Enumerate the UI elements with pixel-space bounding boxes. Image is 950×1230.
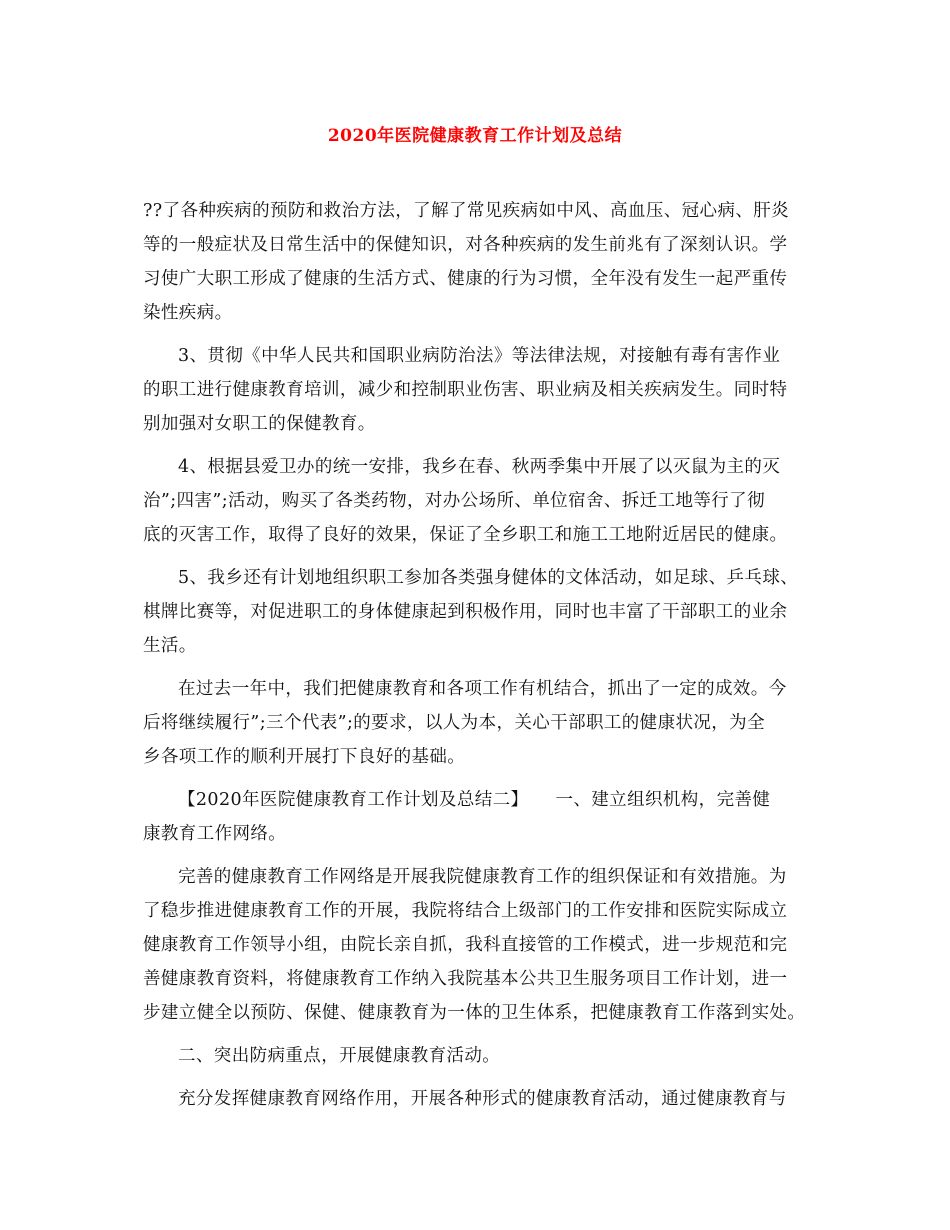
text-line: 3、贯彻《中华人民共和国职业病防治法》等法律法规，对接触有毒有害作业 xyxy=(178,346,781,366)
text-line: 【2020年医院健康教育工作计划及总结二】 一、建立组织机构，完善健 xyxy=(178,790,771,810)
text-line: 二、突出防病重点，开展健康教育活动。 xyxy=(178,1046,501,1066)
text-line: 习使广大职工形成了健康的生活方式、健康的行为习惯，全年没有发生一起严重传 xyxy=(143,269,788,289)
text-line: 治”;四害”;活动，购买了各类药物，对办公场所、单位宿舍、拆迁工地等行了彻 xyxy=(143,491,765,511)
text-line: 4、根据县爱卫办的统一安排，我乡在春、秋两季集中开展了以灭鼠为主的灭 xyxy=(178,457,781,477)
text-line: 5、我乡还有计划地组织职工参加各类强身健体的文体活动，如足球、乒乓球、 xyxy=(178,568,799,588)
text-line: 的职工进行健康教育培训，减少和控制职业伤害、职业病及相关疾病发生。同时特 xyxy=(143,380,788,400)
text-line: 染性疾病。 xyxy=(143,303,233,323)
text-line: 后将继续履行”;三个代表”;的要求，以人为本，关心干部职工的健康状况，为全 xyxy=(143,713,765,733)
text-line: 健康教育工作领导小组，由院长亲自抓，我科直接管的工作模式，进一步规范和完 xyxy=(143,935,788,955)
text-line: 乡各项工作的顺利开展打下良好的基础。 xyxy=(143,747,466,767)
text-line: 别加强对女职工的保健教育。 xyxy=(143,414,376,434)
text-line: 生活。 xyxy=(143,636,197,656)
text-line: 了稳步推进健康教育工作的开展，我院将结合上级部门的工作安排和医院实际成立 xyxy=(143,901,788,921)
text-line: 步建立健全以预防、保健、健康教育为一体的卫生体系，把健康教育工作落到实处。 xyxy=(143,1003,806,1023)
text-line: 充分发挥健康教育网络作用，开展各种形式的健康教育活动，通过健康教育与 xyxy=(178,1089,787,1109)
text-line: 等的一般症状及日常生活中的保健知识，对各种疾病的发生前兆有了深刻认识。学 xyxy=(143,235,788,255)
text-line: 完善的健康教育工作网络是开展我院健康教育工作的组织保证和有效措施。为 xyxy=(178,867,787,887)
text-line: 底的灭害工作，取得了良好的效果，保证了全乡职工和施工工地附近居民的健康。 xyxy=(143,525,788,545)
text-line: ??了各种疾病的预防和救治方法，了解了常见疾病如中风、高血压、冠心病、肝炎 xyxy=(143,201,790,221)
text-line: 在过去一年中，我们把健康教育和各项工作有机结合，抓出了一定的成效。今 xyxy=(178,679,787,699)
text-line: 棋牌比赛等，对促进职工的身体健康起到积极作用，同时也丰富了干部职工的业余 xyxy=(143,602,788,622)
document-title: 2020年医院健康教育工作计划及总结 xyxy=(327,126,623,146)
text-line: 善健康教育资料，将健康教育工作纳入我院基本公共卫生服务项目工作计划，进一 xyxy=(143,969,788,989)
text-line: 康教育工作网络。 xyxy=(143,824,287,844)
